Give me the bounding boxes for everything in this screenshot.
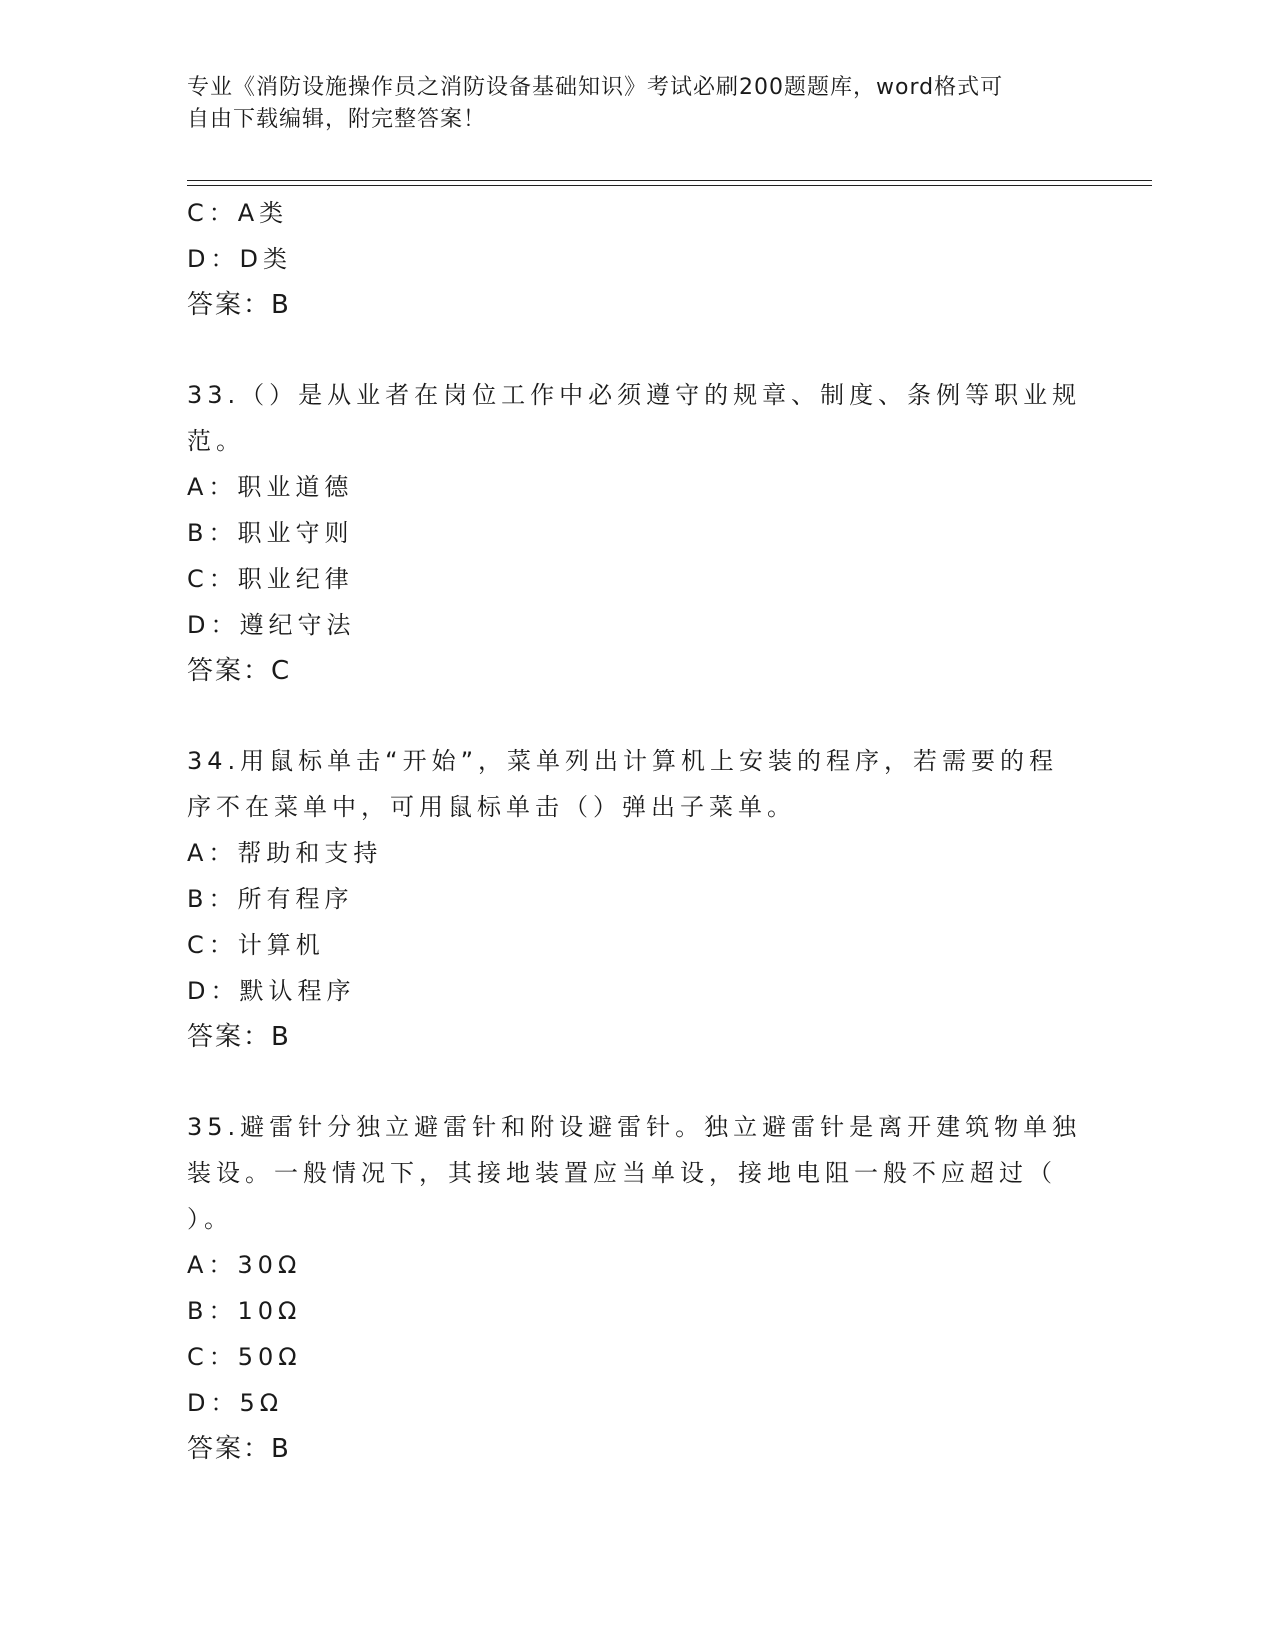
- option-d: D：默认程序: [187, 977, 356, 1005]
- question-stem-line-2: 装设。一般情况下，其接地装置应当单设，接地电阻一般不应超过（: [187, 1159, 1057, 1187]
- option-c: C：50Ω: [187, 1343, 302, 1371]
- answer-line: 答案：B: [187, 1434, 291, 1464]
- question-32-tail: [187, 190, 1087, 328]
- answer-line: 答案：C: [187, 656, 292, 686]
- question-stem-line-1: 34.用鼠标单击“开始”，菜单列出计算机上安装的程序，若需要的程: [187, 747, 1059, 775]
- header-divider-bottom: [187, 185, 1152, 186]
- question-stem-line-1: 33.（）是从业者在岗位工作中必须遵守的规章、制度、条例等职业规: [187, 381, 1082, 409]
- question-33: [187, 372, 1087, 694]
- option-a: A：30Ω: [187, 1251, 302, 1279]
- document-header: [187, 72, 1087, 136]
- question-stem-line-1: 35.避雷针分独立避雷针和附设避雷针。独立避雷针是离开建筑物单独: [187, 1113, 1082, 1141]
- question-35: [187, 1104, 1087, 1472]
- option-c: C：A类: [187, 199, 289, 227]
- header-line-2: 自由下载编辑，附完整答案！: [187, 107, 487, 132]
- option-c: C：计算机: [187, 931, 325, 959]
- document-body: [187, 190, 1087, 1472]
- option-d: D：D类: [187, 245, 292, 273]
- header-line-1: 专业《消防设施操作员之消防设备基础知识》考试必刷200题题库，word格式可: [187, 75, 1004, 100]
- option-a: A：职业道德: [187, 473, 354, 501]
- question-stem-line-2: 范。: [187, 427, 245, 455]
- question-stem-line-2: 序不在菜单中，可用鼠标单击（）弹出子菜单。: [187, 793, 796, 821]
- header-divider-top: [187, 180, 1152, 181]
- option-b: B：职业守则: [187, 519, 354, 547]
- answer-line: 答案：B: [187, 290, 291, 320]
- option-c: C：职业纪律: [187, 565, 354, 593]
- option-d: D：5Ω: [187, 1389, 284, 1417]
- question-34: [187, 738, 1087, 1060]
- option-b: B：10Ω: [187, 1297, 302, 1325]
- option-d: D：遵纪守法: [187, 611, 356, 639]
- option-b: B：所有程序: [187, 885, 354, 913]
- question-stem-line-3: ）。: [187, 1205, 233, 1233]
- answer-line: 答案：B: [187, 1022, 291, 1052]
- option-a: A：帮助和支持: [187, 839, 383, 867]
